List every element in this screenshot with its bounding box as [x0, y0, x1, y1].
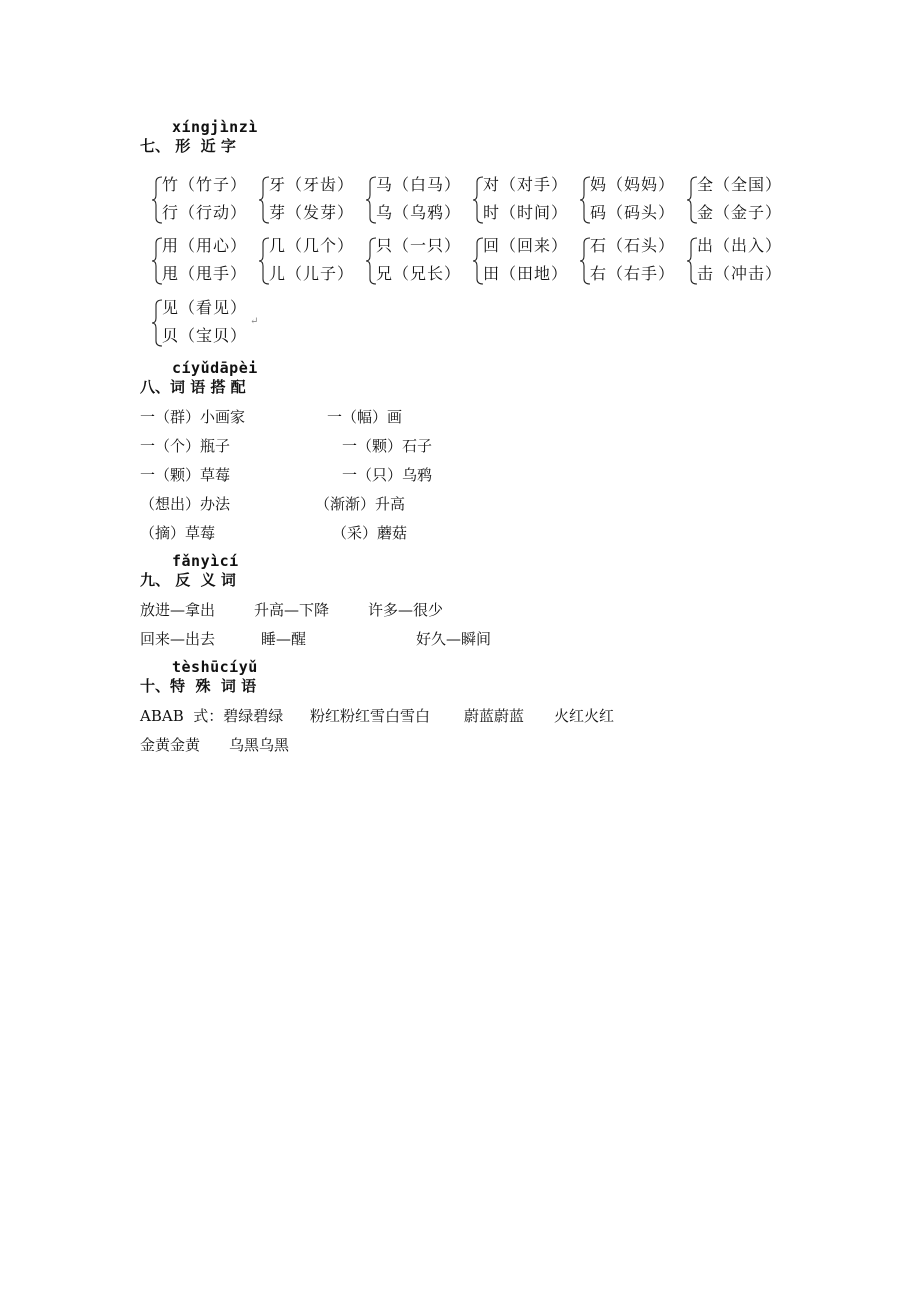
pair-char-b: 金（金子） [697, 203, 783, 222]
collocation-right: （渐渐）升高 [315, 495, 406, 513]
pair-char-b: 右（右手） [590, 264, 676, 283]
special-word: 乌黑乌黑 [229, 736, 290, 754]
similar-char-pair [362, 172, 470, 228]
similar-char-pair [255, 233, 363, 289]
pair-char-a: 对（对手） [483, 175, 569, 194]
similar-char-pair [362, 233, 470, 289]
similar-char-pair [576, 172, 684, 228]
antonym-pair: 放进—拿出 [140, 601, 216, 619]
similar-char-pair [148, 233, 256, 289]
pair-char-a: 石（石头） [590, 236, 676, 255]
similar-char-pair [683, 233, 791, 289]
pair-char-b: 贝（宝贝） [162, 326, 248, 345]
collocation-right: 一（只）乌鸦 [342, 466, 433, 484]
pair-char-a: 回（回来） [483, 236, 569, 255]
antonym-pair: 好久—瞬间 [416, 630, 492, 648]
pair-char-b: 芽（发芽） [269, 203, 355, 222]
collocation-right: 一（颗）石子 [342, 437, 433, 455]
section7-title: 七、 形 近 字 [140, 137, 236, 155]
pair-char-b: 行（行动） [162, 203, 248, 222]
pair-char-b: 击（冲击） [697, 264, 783, 283]
antonym-pair: 许多—很少 [368, 601, 444, 619]
paragraph-return-mark: ↵ [250, 316, 259, 327]
similar-char-pair [469, 233, 577, 289]
pair-char-a: 见（看见） [162, 298, 248, 317]
special-word: 蔚蓝蔚蓝 [464, 707, 525, 725]
pair-char-a: 只（一只） [376, 236, 462, 255]
antonym-pair: 睡—醒 [261, 630, 307, 648]
pair-char-b: 乌（乌鸦） [376, 203, 462, 222]
pair-char-a: 出（出入） [697, 236, 783, 255]
pair-char-a: 几（几个） [269, 236, 355, 255]
pair-char-a: 妈（妈妈） [590, 175, 676, 194]
section10-title: 十、特 殊 词 语 [140, 677, 257, 695]
collocation-left: 一（群）小画家 [140, 408, 246, 426]
section9-title: 九、 反 义 词 [140, 571, 236, 589]
similar-char-pair [469, 172, 577, 228]
pair-char-a: 牙（牙齿） [269, 175, 355, 194]
pair-char-b: 兄（兄长） [376, 264, 462, 283]
section7-pinyin: xíngjìnzì [172, 118, 258, 136]
collocation-left: 一（个）瓶子 [140, 437, 231, 455]
collocation-left: （摘）草莓 [140, 524, 216, 542]
pair-char-b: 甩（甩手） [162, 264, 248, 283]
pair-char-b: 时（时间） [483, 203, 569, 222]
similar-char-pair [148, 172, 256, 228]
section10-pinyin: tèshūcíyǔ [172, 658, 258, 676]
collocation-right: （采）蘑菇 [332, 524, 408, 542]
special-word: 金黄金黄 [140, 736, 201, 754]
section8-pinyin: cíyǔdāpèi [172, 359, 258, 377]
special-word: 粉红粉红雪白雪白 [310, 707, 431, 725]
antonym-pair: 回来—出去 [140, 630, 216, 648]
pair-char-a: 竹（竹子） [162, 175, 248, 194]
collocation-left: （想出）办法 [140, 495, 231, 513]
similar-char-pair [683, 172, 791, 228]
pair-char-a: 全（全国） [697, 175, 783, 194]
antonym-pair: 升高—下降 [254, 601, 330, 619]
pair-char-b: 儿（儿子） [269, 264, 355, 283]
section9-pinyin: fǎnyìcí [172, 552, 239, 570]
section8-title: 八、词 语 搭 配 [140, 378, 246, 396]
similar-char-pair [255, 172, 363, 228]
pair-char-a: 马（白马） [376, 175, 462, 194]
collocation-right: 一（幅）画 [327, 408, 403, 426]
special-word: ABAB 式：碧绿碧绿 [140, 707, 284, 725]
pair-char-b: 码（码头） [590, 203, 676, 222]
special-word: 火红火红 [554, 707, 615, 725]
pair-char-b: 田（田地） [483, 264, 569, 283]
similar-char-pair [148, 295, 259, 351]
similar-char-pair [576, 233, 684, 289]
collocation-left: 一（颗）草莓 [140, 466, 231, 484]
pair-char-a: 用（用心） [162, 236, 248, 255]
